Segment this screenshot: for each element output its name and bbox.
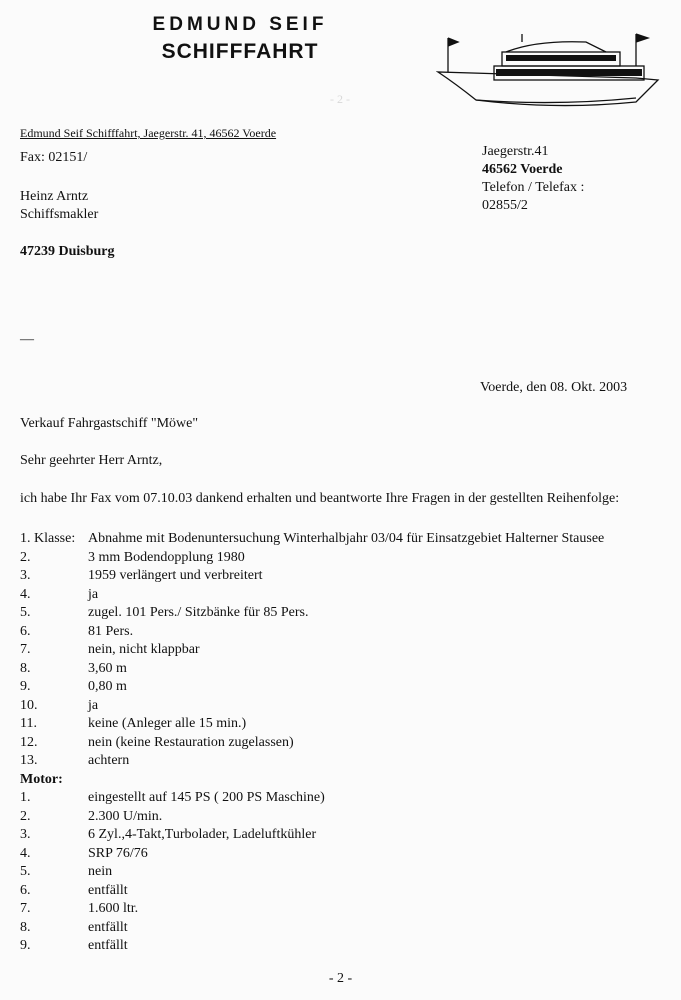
list-item-text: 81 Pers.	[88, 623, 134, 639]
list-item-number: 2.	[20, 549, 31, 565]
list-item-number: 6.	[20, 623, 31, 639]
list-item-number: 7.	[20, 901, 31, 916]
list-item-text: 6 Zyl.,4-Takt,Turbolader, Ladeluftkühler	[88, 827, 317, 842]
list-item	[20, 845, 660, 864]
list-item-text: 3,60 m	[88, 660, 127, 676]
list-item-text: nein (keine Restauration zugelassen)	[88, 734, 294, 750]
list-item-number: 8.	[20, 919, 31, 935]
list-item-number: 7.	[20, 642, 31, 657]
list-item	[20, 734, 660, 753]
list-item	[20, 882, 660, 901]
list-item-text: 0,80 m	[88, 679, 127, 694]
letter-page: EDMUND SEIF SCHIFFFAHRT - 2 - Edmund Seif Schifffahrt, Jaegerstr. 41, 46562 Voerde Fax: 02151/ Heinz Arntz Schiffsmakler 47239 Duisburg Jaegerstr.41 46562 Voerde Telefon / Telefax : 02855/2 — Voerde, den 08. Okt. 2003 Verkauf Fahrgastschiff "Möwe" Sehr geehrter Herr Arntz, ich habe Ihr Fax vom 07.10.03 dankend erhalten und beantworte Ihre Fragen in der gestellten Reihenfolge: 1. Klasse: Abnahme mit Bodenuntersuchung Winterhalbjahr 03/04 für Einsatzgebiet Halterner Stausee 2. 3 mm Bodendopplung 1980 3. 1959 verlängert und verbreitert 4. ja 5. zugel. 101 Pers./ Sitzbänke für 85 Pers. 6. 81 Pers. 7. nein, nicht klappbar 8. 3,60 m 9. 0,80 m 10. ja 11. keine (Anleger alle 15 min.) 12. nein (keine Restauration zugelassen) 13. achtern Motor: 1. eingestellt auf 145 PS ( 200 PS Maschine) 2. 2.300 U/min. 3. 6 Zyl.,4-Takt,Turbolader, Ladeluftkühler 4. SRP 76/76 5. nein 6. entfällt 7. 1.600 ltr. 8. entfällt 9. entfällt - 2 -	[0, 0, 681, 1000]
list-item	[20, 567, 660, 586]
list-item-number: 10.	[20, 697, 38, 713]
list-item-text: 2.300 U/min.	[88, 808, 163, 824]
list-item	[20, 826, 660, 845]
list-item-number: 13.	[20, 753, 38, 768]
recipient-title: Schiffsmakler	[20, 207, 99, 222]
letter-intro: ich habe Ihr Fax vom 07.10.03 dankend erhalten und beantworte Ihre Fragen in der gestellten Reihenfolge:	[20, 491, 620, 506]
list-item	[20, 863, 660, 882]
list-item	[20, 900, 660, 919]
list-item-text: 1.600 ltr.	[88, 901, 139, 916]
ship-logo-icon	[436, 28, 666, 113]
list-item-text: ja	[88, 697, 99, 713]
list-item-text: zugel. 101 Pers./ Sitzbänke für 85 Pers.	[88, 605, 309, 620]
page-number: - 2 -	[328, 971, 353, 986]
list-item	[20, 549, 660, 568]
list-item-text: ja	[88, 586, 99, 602]
list-item-text: keine (Anleger alle 15 min.)	[88, 716, 247, 731]
motor-heading: Motor:	[20, 771, 63, 787]
letter-salutation: Sehr geehrter Herr Arntz,	[20, 453, 163, 468]
return-phone-label: Telefon / Telefax :	[482, 180, 585, 195]
list-item-text: achtern	[88, 753, 130, 768]
list-item-number: 8.	[20, 660, 31, 676]
list-item-number: 6.	[20, 882, 31, 898]
list-item	[20, 697, 660, 716]
list-item-text: entfällt	[88, 919, 128, 935]
list-item-text: 3 mm Bodendopplung 1980	[88, 549, 245, 565]
answers-list	[20, 530, 660, 956]
recipient-city: 47239 Duisburg	[20, 244, 115, 259]
list-item	[20, 660, 660, 679]
list-item	[20, 715, 660, 734]
list-item-number: 3.	[20, 827, 31, 842]
list-item-text: Abnahme mit Bodenuntersuchung Winterhalbjahr 03/04 für Einsatzgebiet Halterner Stausee	[88, 531, 605, 546]
list-item	[20, 623, 660, 642]
list-item-number: 9.	[20, 938, 31, 953]
list-item-number: 9.	[20, 679, 31, 694]
list-item-text: entfällt	[88, 938, 128, 953]
list-item-number: 12.	[20, 734, 38, 750]
return-street: Jaegerstr.41	[482, 144, 549, 159]
sender-address-line: Edmund Seif Schifffahrt, Jaegerstr. 41, 46562 Voerde	[20, 126, 277, 140]
list-item-text: nein	[88, 864, 113, 879]
list-item-text: nein, nicht klappbar	[88, 642, 200, 657]
return-city: 46562 Voerde	[482, 162, 563, 177]
list-item	[20, 808, 660, 827]
list-item-number: 1.	[20, 790, 31, 805]
list-item	[20, 789, 660, 808]
list-item	[20, 586, 660, 605]
list-item	[20, 937, 660, 956]
list-item	[20, 752, 660, 771]
letterhead-subtitle: SCHIFFFAHRT	[161, 40, 319, 63]
letterhead-name: EDMUND SEIF	[152, 14, 328, 35]
recipient-fax: Fax: 02151/	[20, 150, 88, 165]
return-phone: 02855/2	[482, 198, 528, 213]
list-item-number: 3.	[20, 568, 31, 583]
list-item-number: 1. Klasse:	[20, 531, 76, 546]
list-item-text: SRP 76/76	[88, 845, 148, 861]
list-item	[20, 678, 660, 697]
list-item-text: entfällt	[88, 882, 128, 898]
list-item	[20, 641, 660, 660]
recipient-name: Heinz Arntz	[20, 189, 89, 204]
list-item-number: 11.	[20, 716, 37, 731]
list-item	[20, 604, 660, 623]
list-item-number: 5.	[20, 864, 31, 879]
list-item	[20, 530, 660, 549]
list-item-number: 4.	[20, 586, 31, 602]
separator-dash: —	[20, 332, 34, 347]
list-item-text: 1959 verlängert und verbreitert	[88, 568, 263, 583]
letter-date: Voerde, den 08. Okt. 2003	[480, 380, 628, 395]
list-item-number: 5.	[20, 605, 31, 620]
list-item-number: 4.	[20, 845, 31, 861]
list-item	[20, 919, 660, 938]
list-item-text: eingestellt auf 145 PS ( 200 PS Maschine)	[88, 790, 325, 805]
letter-subject: Verkauf Fahrgastschiff "Möwe"	[20, 416, 199, 431]
list-item-number: 2.	[20, 808, 31, 824]
